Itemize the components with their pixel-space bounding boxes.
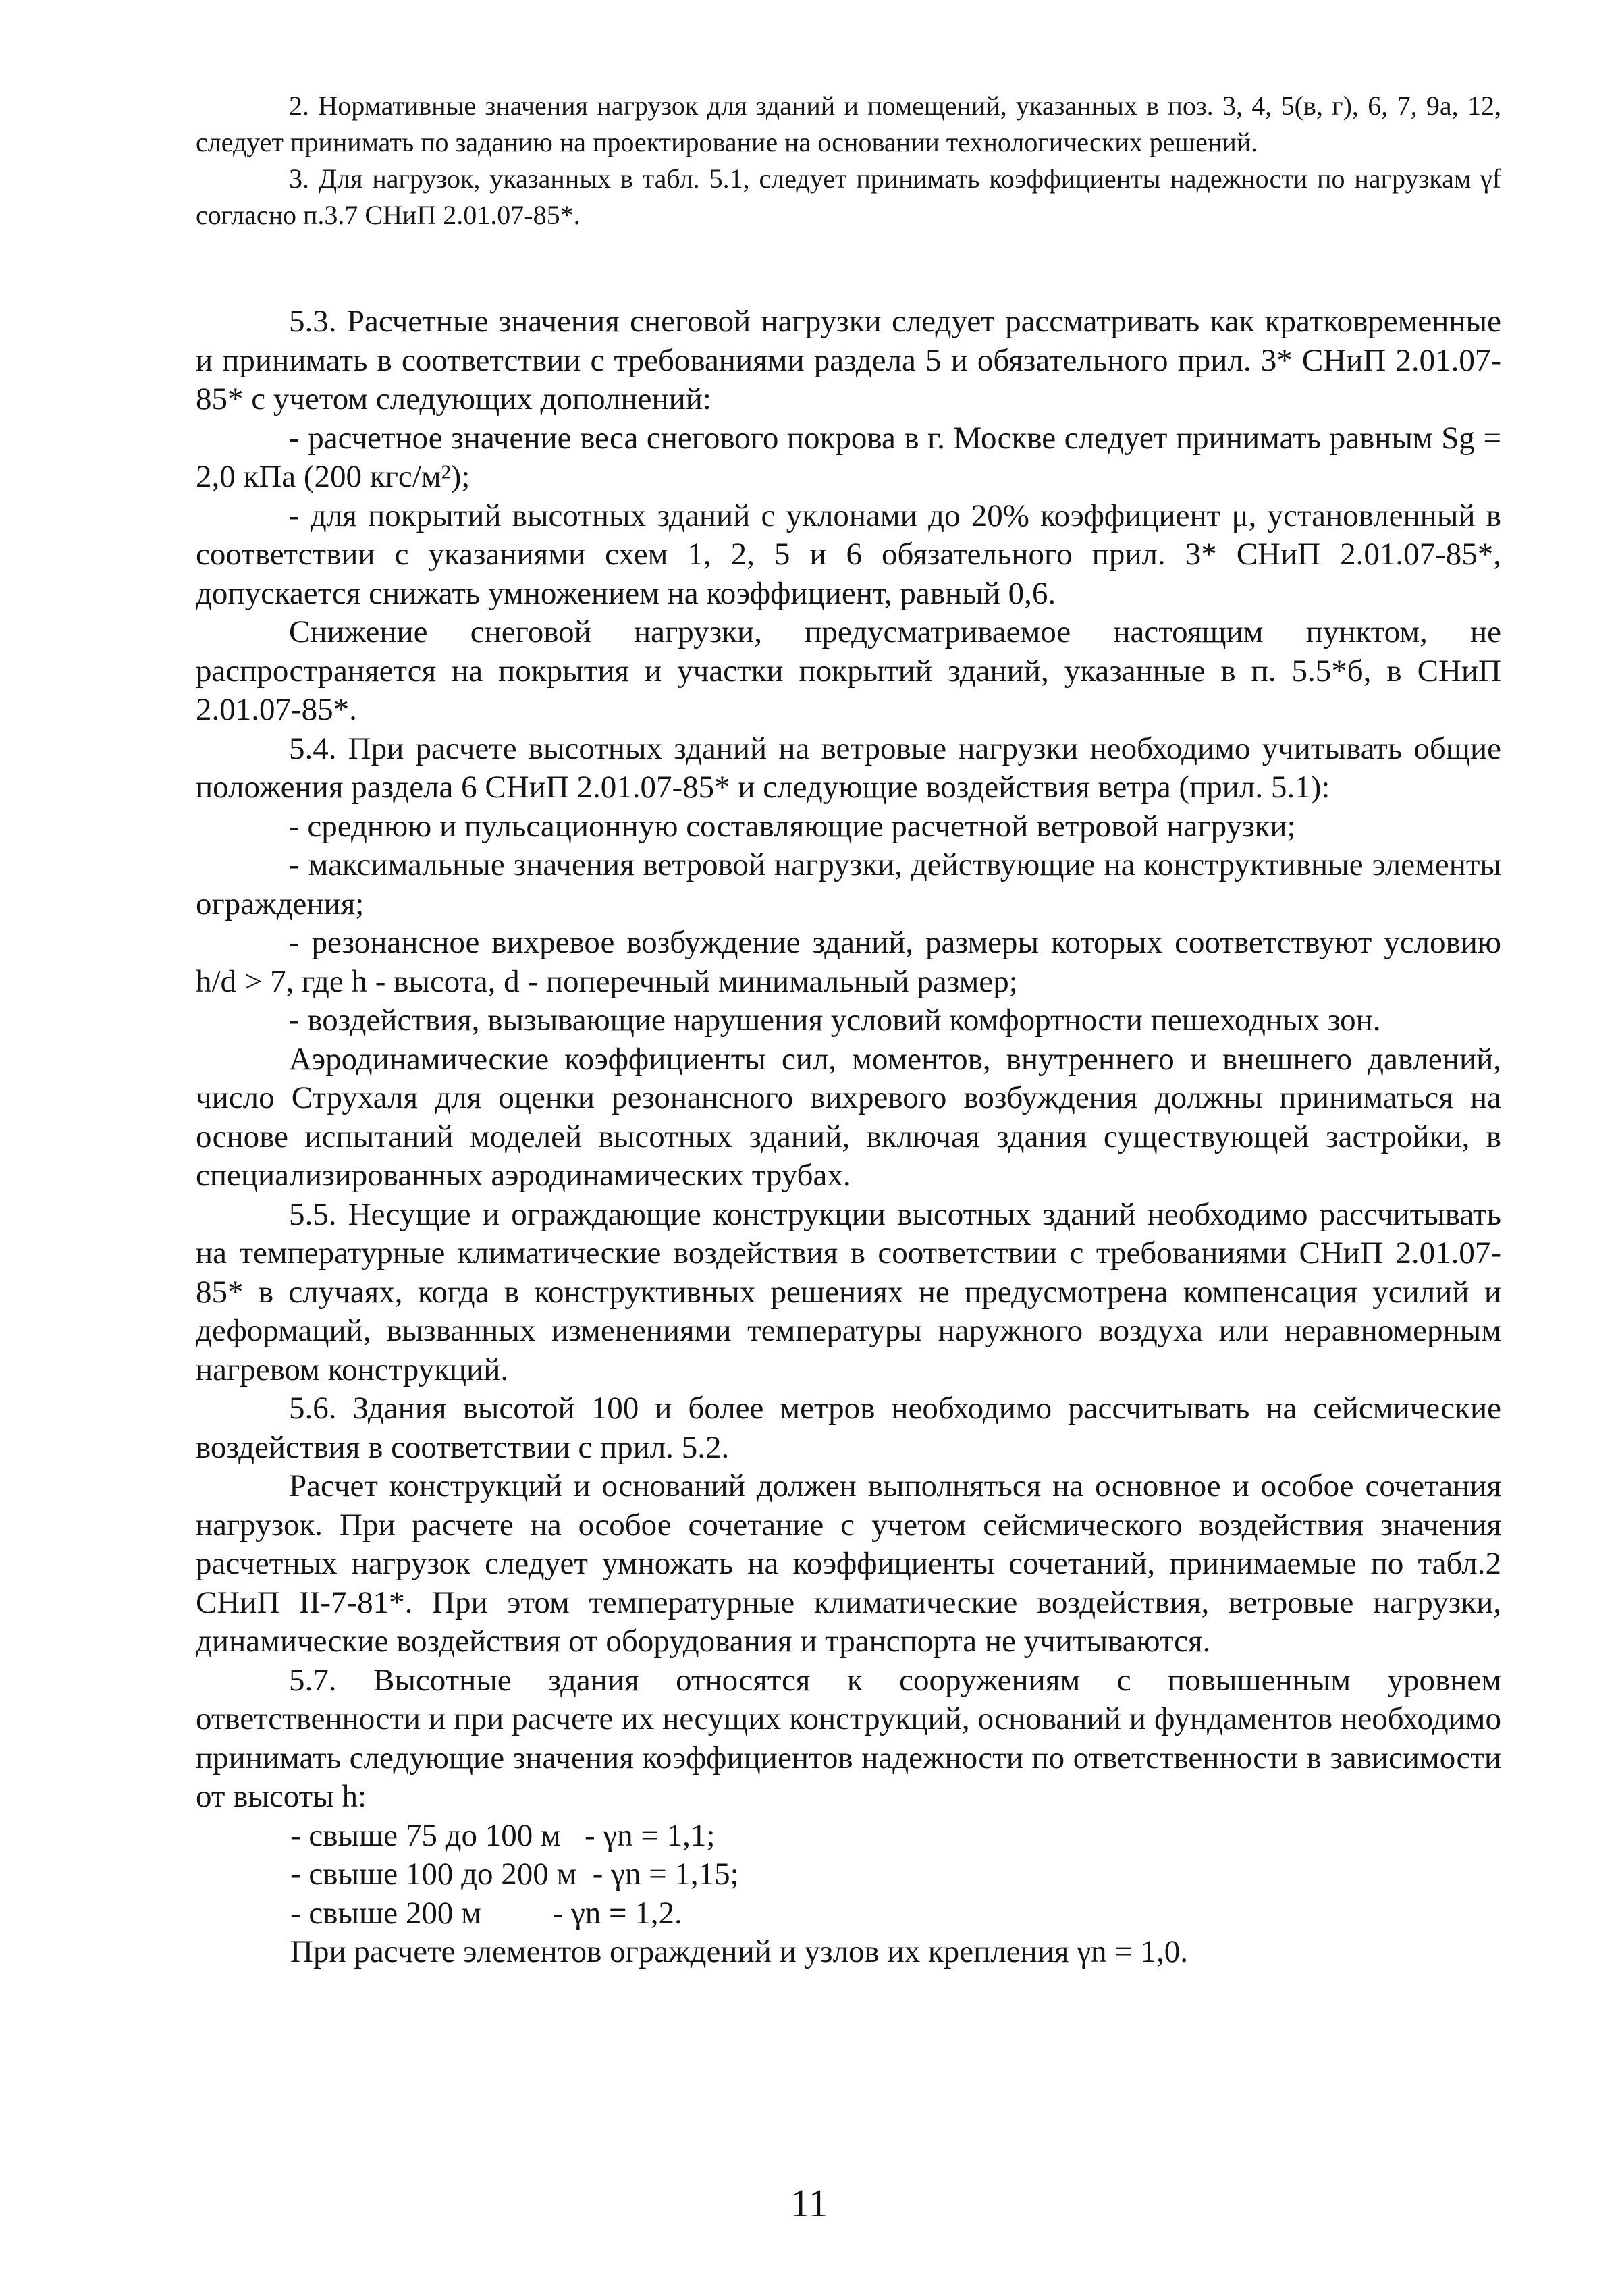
roof-slope-item: - для покрытий высотных зданий с уклонами до 20% коэффициент μ, установленный в соответствии с указаниями схем 1, 2, 5 и 6 обязательного прил. 3* СНиП 2.01.07-85*, допускается снижать умножением на коэффициент, равный 0,6. [196, 498, 1501, 611]
wind-item-mean: - среднюю и пульсационную составляющие расчетной ветровой нагрузки; [289, 808, 1296, 844]
paragraph-5-3: 5.3. Расчетные значения снеговой нагрузки следует рассматривать как кратковременные и принимать в соответствии с требованиями раздела 5 и обязательного прил. 3* СНиП 2.01.07-85* с учетом следующих дополнений: [196, 304, 1501, 417]
paragraph-5-4: 5.4. При расчете высотных зданий на ветровые нагрузки необходимо учитывать общие положения раздела 6 СНиП 2.01.07-85* и следующие воздействия ветра (прил. 5.1): [196, 730, 1501, 805]
page-number: 11 [790, 2181, 828, 2225]
wind-item-max: - максимальные значения ветровой нагрузки, действующие на конструктивные элементы ограждения; [196, 847, 1501, 922]
wind-item-comfort: - воздействия, вызывающие нарушения условий комфортности пешеходных зон. [289, 1003, 1381, 1038]
seismic-combination-paragraph: Расчет конструкций и оснований должен выполняться на основное и особое сочетания нагрузок. При расчете на особое сочетание с учетом сейсмического воздействия значения расчетных нагрузок следует умножать на коэффициенты сочетаний, принимаемые по табл.2 СНиП II-7-81*. При этом температурные климатические воздействия, ветровые нагрузки, динамические воздействия от оборудования и транспорта не учитываются. [196, 1468, 1501, 1659]
main-text [196, 302, 1501, 1972]
paragraph-5-6: 5.6. Здания высотой 100 и более метров необходимо рассчитывать на сейсмические воздействия в соответствии с прил. 5.2. [196, 1391, 1501, 1465]
snow-weight-item: - расчетное значение веса снегового покрова в г. Москве следует принимать равным Sg = 2,0 кПа (200 кгс/м²); [196, 420, 1501, 494]
paragraph-5-5: 5.5. Несущие и ограждающие конструкции высотных зданий необходимо рассчитывать на температурные климатические воздействия в соответствии с требованиями СНиП 2.01.07-85* в случаях, когда в конструктивных решениях не предусмотрена компенсация усилий и деформаций, вызванных изменениями температуры наружного воздуха или неравномерным нагревом конструкций. [196, 1196, 1501, 1387]
aerodynamic-paragraph: Аэродинамические коэффициенты сил, моментов, внутреннего и внешнего давлений, число Струхаля для оценки резонансного вихревого возбуждения должны приниматься на основе испытаний моделей высотных зданий, включая здания существующей застройки, в специализированных аэродинамических трубах. [196, 1041, 1501, 1193]
table-notes [196, 88, 1501, 234]
wind-item-resonance: - резонансное вихревое возбуждение зданий, размеры которых соответствуют условию h/d > 7, где h - высота, d - поперечный минимальный размер; [196, 925, 1501, 999]
paragraph-5-7: 5.7. Высотные здания относятся к сооружениям с повышенным уровнем ответственности и при расчете их несущих конструкций, оснований и фундаментов необходимо принимать следующие значения коэффициентов надежности по ответственности в зависимости от высоты h: [196, 1662, 1501, 1814]
note-2: 2. Нормативные значения нагрузок для зданий и помещений, указанных в поз. 3, 4, 5(в, г), 6, 7, 9а, 12, следует принимать по заданию на проектирование на основании технологических решений. [196, 90, 1501, 157]
note-3: 3. Для нагрузок, указанных в табл. 5.1, следует принимать коэффициенты надежности по нагрузкам γf согласно п.3.7 СНиП 2.01.07-85*. [196, 163, 1501, 230]
enclosure-elements-line: При расчете элементов ограждений и узлов их крепления γn = 1,0. [290, 1934, 1188, 1969]
snow-reduction-note: Снижение снеговой нагрузки, предусматриваемое настоящим пунктом, не распространяется на покрытия и участки покрытий зданий, указанные в п. 5.5*б, в СНиП 2.01.07-85*. [196, 614, 1501, 727]
height-item-75-100: - свыше 75 до 100 м - γn = 1,1; [290, 1817, 716, 1853]
height-item-200: - свыше 200 м - γn = 1,2. [290, 1895, 682, 1931]
height-item-100-200: - свыше 100 до 200 м - γn = 1,15; [290, 1857, 739, 1892]
